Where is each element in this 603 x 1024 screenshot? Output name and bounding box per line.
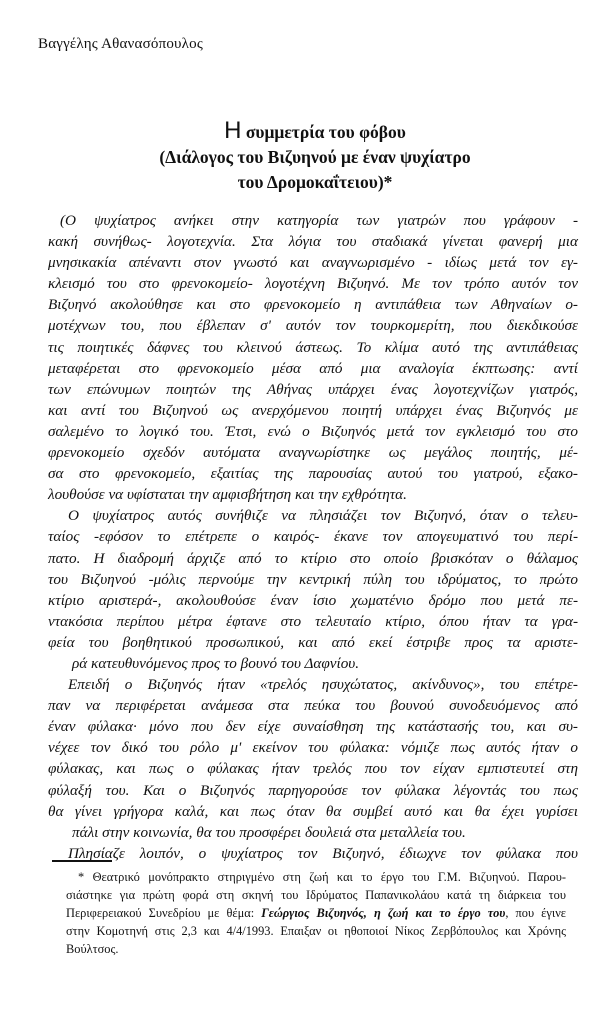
footnote-text: Περιφερειακού Συνεδρίου με θέμα: xyxy=(66,906,262,920)
body-line: ρά κατευθυνόμενος προς το βουνό του Δαφνίου. xyxy=(72,654,360,672)
body-text xyxy=(48,210,578,864)
footnote-line: στην Κομοτηνή στις 2,3 και 4/4/1993. Επαιξαν οι ηθοποιοί Νίκος Ζερβόπουλος και Χρόνης xyxy=(66,924,566,938)
conference-theme: Γεώργιος Βιζυηνός, η ζωή και το έργο του xyxy=(261,906,506,920)
title-line-1 xyxy=(80,118,550,145)
body-line: λουθούσε να υφίσταται την αμφισβήτηση και την εχθρότητα. xyxy=(48,486,407,504)
footnote-line: Βούλτσος. xyxy=(66,942,119,956)
running-head: Βαγγέλης Αθανασόπουλος xyxy=(38,36,203,52)
body-line: έναν φύλακα· μόνο που δεν είχε συναίσθηση της κατάστασής του, και συ- xyxy=(48,718,578,736)
footnote-text: , που έγινε xyxy=(505,906,567,920)
body-line: ντακόσια περίπου μέτρα έφτανε στο τελευταίο κτίριο, όπου ήταν τα γρα- xyxy=(48,612,578,630)
footnote-line: σιάστηκε για πρώτη φορά στη σκηνή του Ιδρύματος Παπανικολάου κατά τη διάρκεια του xyxy=(66,888,566,902)
body-line: Πλησίαζε λοιπόν, ο ψυχίατρος τον Βιζυηνό, έδιωχνε τον φύλακα που xyxy=(68,844,578,862)
body-line: κακή συνήθως- λογοτεχνία. Στα λόγια του σταδιακά γίνεται φανερή μια xyxy=(48,233,578,251)
body-line: τις ποιητικές δάφνες του κλεινού άστεως. Το κλίμα αυτό της αντιπάθειας xyxy=(48,338,578,356)
footnote-line xyxy=(66,904,566,922)
body-line: φύλακας, και πως ο φύλακας ήταν τρελός που τον είχαν εμπιστευτεί στη xyxy=(48,760,578,778)
body-line: ταίος -εφόσον το επέτρεπε ο καιρός- έκανε τον απογευματινό του περί- xyxy=(48,528,578,546)
footnote-line: * Θεατρικό μονόπρακτο στηριγμένο στη ζωή και το έργο του Γ.Μ. Βιζυηνού. Παρου- xyxy=(78,870,566,884)
body-line: σα στο φρενοκομείο, εξαιτίας της παρουσίας αυτού του γιατρού, εξακο- xyxy=(48,465,578,483)
title-main: συμμετρία του φόβου xyxy=(241,122,406,142)
title-initial: Η xyxy=(224,117,242,144)
body-line: παν να περιφέρεται ανάμεσα στα πεύκα του βουνού συνοδευόμενος από xyxy=(48,697,578,715)
body-line: του Βιζυηνού -μόλις περνούμε την κεντρική πύλη του ιδρύματος, το πρώτο xyxy=(48,570,578,588)
body-line: Ο ψυχίατρος αυτός συνήθιζε να πλησιάζει τον Βιζυηνό, όταν ο τελευ- xyxy=(68,507,578,525)
body-line: φεία του βοηθητικού προσωπικού, και από εκεί έστριβε προς τα αριστε- xyxy=(48,633,578,651)
title-block xyxy=(80,118,550,195)
body-line: θα γίνει γρήγορα καλά, και πως όταν θα συμβεί αυτό και θα έχει γυρίσει xyxy=(48,802,578,820)
body-line: και αντί του Βιζυηνού ως ανερχόμενου ποιητή υπάρχει ένας Βιζυηνός με xyxy=(48,401,578,419)
body-line: φύλαξή του. Και ο Βιζυηνός παρηγορούσε τον φύλακα λέγοντάς του πως xyxy=(48,781,578,799)
body-line: Βιζυηνό ακολούθησε και στο φρενοκομείο η αντιπάθεια των Αθηναίων ο- xyxy=(48,296,578,314)
body-line: σαλεμένο το λογικό του. Έτσι, ενώ ο Βιζυηνός μετά τον εγκλεισμό του στο xyxy=(48,422,578,440)
body-line: νέχεε τον δικό του ρόλο μ' εκείνον του φύλακα: νόμιζε πως αυτός ήταν ο xyxy=(48,739,578,757)
body-line: πάλι στην κοινωνία, θα του προσφέρει δουλειά στα μεταλλεία του. xyxy=(72,823,466,841)
body-line: φρενοκομείο σχεδόν αυτόματα αναγνωρίστηκε ως μεγάλος ποιητής, μέ- xyxy=(48,444,578,462)
body-line: πατο. Η διαδρομή άρχιζε από το κτίριο στο οποίο βρισκόταν ο θάλαμος xyxy=(48,549,578,567)
body-line: κλεισμό του στο φρενοκομείο- λογοτέχνη Βιζυηνό. Με τον τρόπο αυτόν τον xyxy=(48,275,578,293)
body-line: (Ο ψυχίατρος ανήκει στην κατηγορία των γιατρών που γράφουν - xyxy=(60,212,578,229)
body-line: μοτέχνων του, που έβλεπαν σ' αυτόν τον τουρκομερίτη, που διεκδικούσε xyxy=(48,317,578,335)
body-line: κτίριο αριστερά-, ακολουθούσε έναν ίσιο χωματένιο δρόμο που μετά πε- xyxy=(48,591,578,609)
body-line: των επώνυμων ποιητών της Αθήνας υπάρχει ένας λογοτεχνίζων γιατρός, xyxy=(48,380,578,398)
title-line-2: (Διάλογος του Βιζυηνού με έναν ψυχίατρο xyxy=(159,147,471,167)
body-line: μεταφέρεται στο φρενοκομείο μέσα από μια αναλογία έκπτωσης: αντί xyxy=(48,359,578,377)
footnote xyxy=(66,868,566,958)
body-line: μνησικακία απέναντι στον γνωστό και αναγνωρισμένο - ιδίως μετά τον εγ- xyxy=(48,254,578,272)
title-line-3: του Δρομοκαΐτειου)* xyxy=(237,172,393,192)
body-line: Επειδή ο Βιζυηνός ήταν «τρελός ησυχώτατος, ακίνδυνος», του επέτρε- xyxy=(68,676,578,694)
footnote-divider xyxy=(52,860,112,862)
